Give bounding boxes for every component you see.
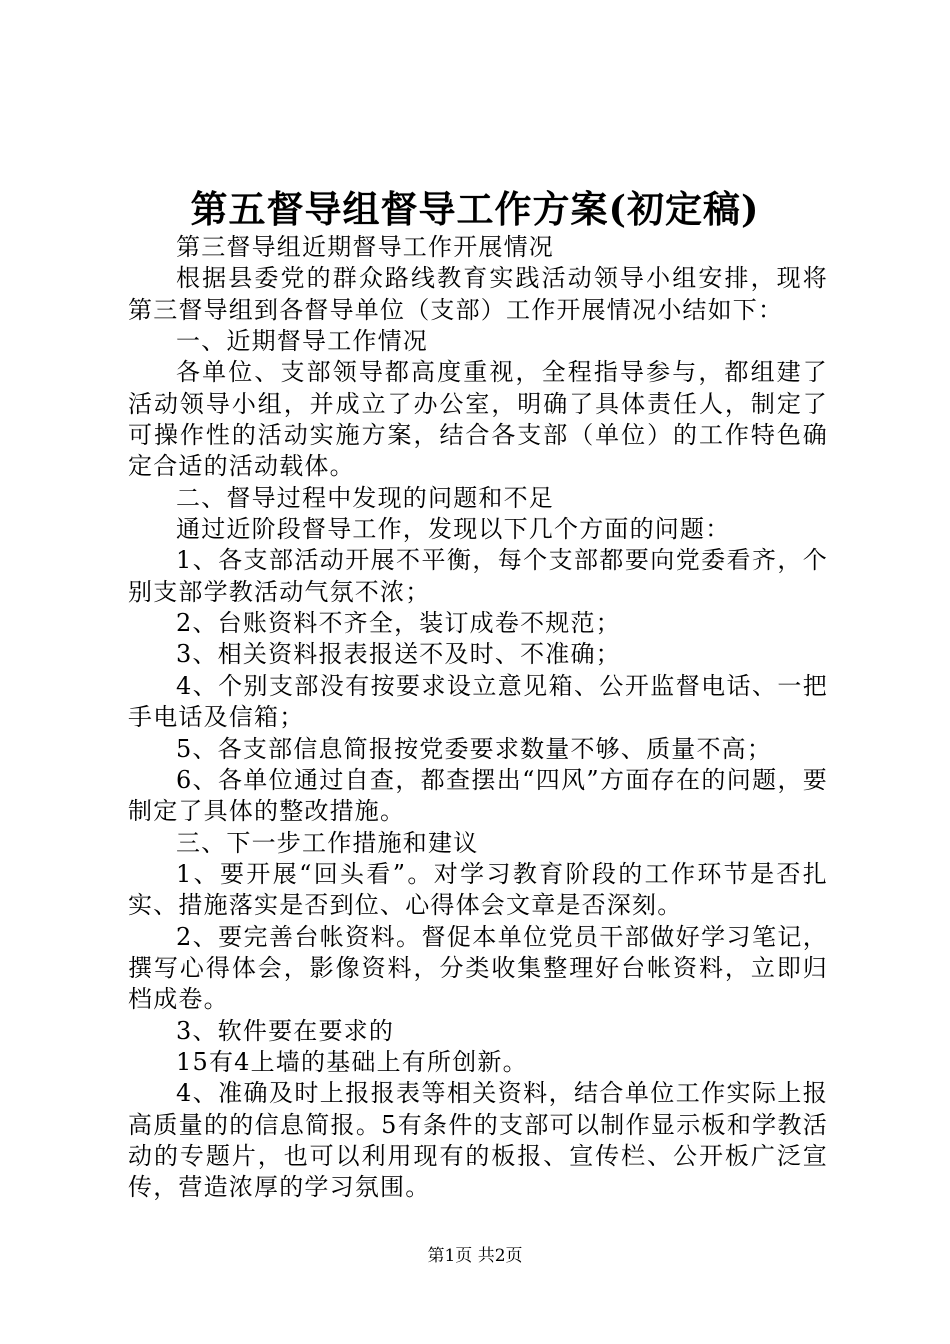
paragraph: 各单位、支部领导都高度重视，全程指导参与，都组建了活动领导小组，并成立了办公室，明确了具体责任人，制定了可操作性的活动实施方案，结合各支部（单位）的工作特色确定合适的活动载体。 (128, 358, 828, 481)
section-heading: 一、近期督导工作情况 (176, 327, 428, 356)
list-item: 15有4上墙的基础上有所创新。 (176, 1047, 528, 1076)
paragraph: 根据县委党的群众路线教育实践活动领导小组安排，现将第三督导组到各督导单位（支部）工作开展情况小结如下： (128, 264, 828, 324)
document-body (128, 232, 828, 1204)
list-item: 3、软件要在要求的 (176, 1016, 395, 1045)
list-item: 3、相关资料报表报送不及时、不准确； (176, 640, 621, 669)
page-number-footer: 第1页 共2页 (427, 1246, 523, 1266)
document-title: 第五督导组督导工作方案(初定稿) (190, 187, 760, 231)
list-item: 2、台账资料不齐全，装订成卷不规范； (176, 609, 621, 638)
list-item: 1、要开展“回头看”。对学习教育阶段的工作环节是否扎实、措施落实是否到位、心得体会文章是否深刻。 (128, 859, 828, 920)
section-heading: 三、下一步工作措施和建议 (176, 828, 479, 857)
paragraph: 通过近阶段督导工作，发现以下几个方面的问题： (176, 515, 731, 544)
list-item: 5、各支部信息简报按党委要求数量不够、质量不高； (176, 734, 773, 763)
paragraph: 第三督导组近期督导工作开展情况 (176, 233, 554, 261)
list-item: 4、准确及时上报报表等相关资料，结合单位工作实际上报高质量的的信息简报。5有条件的支部可以制作显示板和学教活动的专题片，也可以利用现有的板报、宣传栏、公开板广泛宣传，营造浓厚的学习氛围。 (128, 1079, 828, 1202)
list-item: 1、各支部活动开展不平衡，每个支部都要向党委看齐，个别支部学教活动气氛不浓； (128, 546, 828, 606)
list-item: 4、个别支部没有按要求设立意见箱、公开监督电话、一把手电话及信箱； (128, 671, 828, 732)
list-item: 6、各单位通过自查，都查摆出“四风”方面存在的问题，要制定了具体的整改措施。 (128, 765, 828, 826)
list-item: 2、要完善台帐资料。督促本单位党员干部做好学习笔记，撰写心得体会，影像资料，分类收集整理好台帐资料，立即归档成卷。 (128, 922, 828, 1014)
section-heading: 二、督导过程中发现的问题和不足 (176, 483, 554, 512)
